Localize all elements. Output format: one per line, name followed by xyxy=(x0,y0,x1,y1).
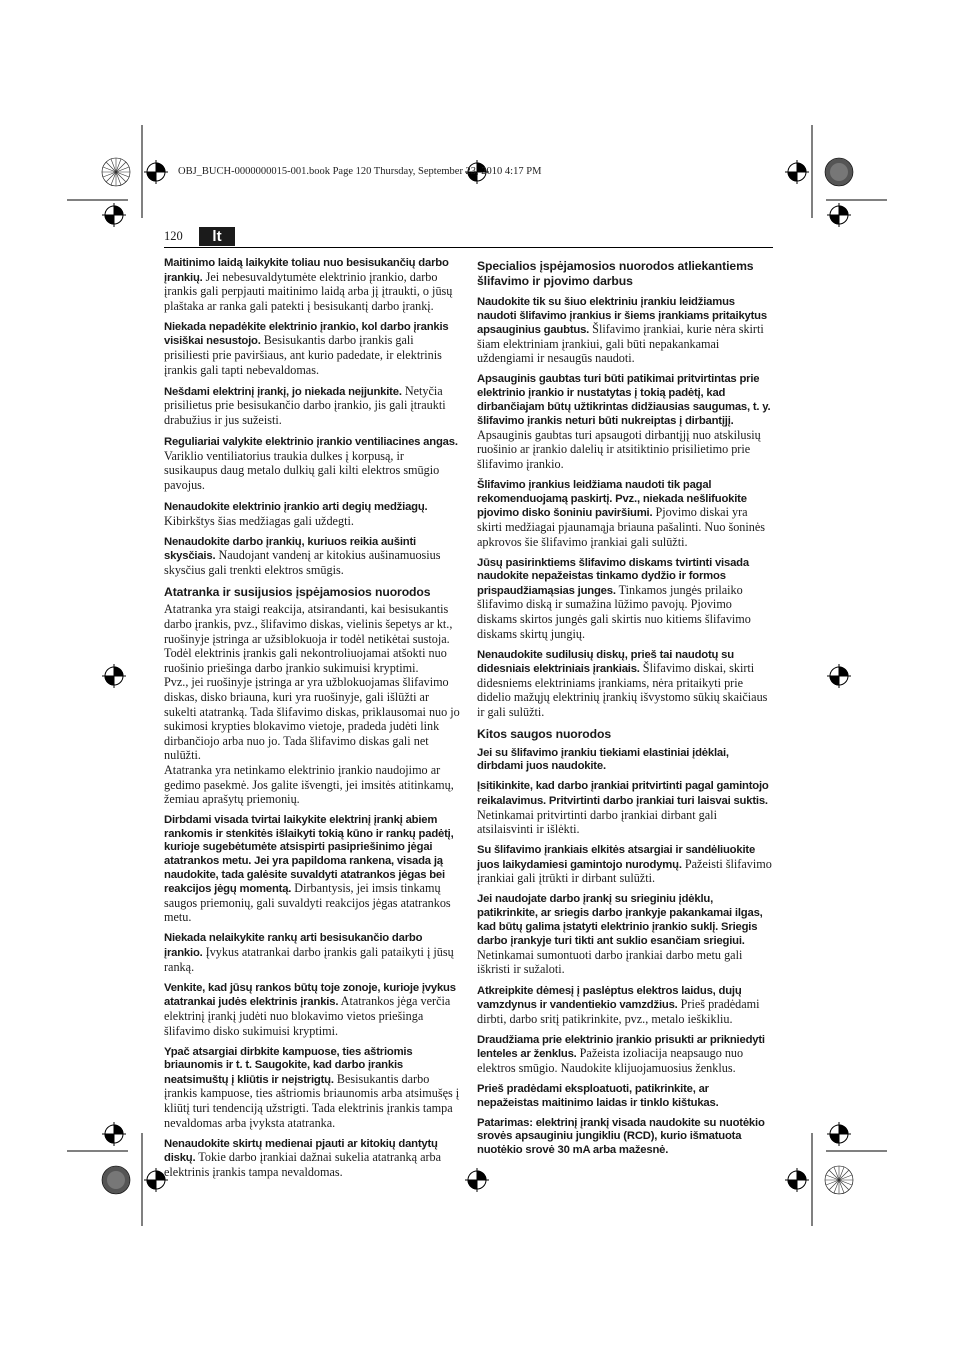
paragraph: Šlifavimo įrankius leidžiama naudoti tik pagal rekomenduojamą paskirtį. Pvz., niekada nešlifuokite pjovimo disko šoniniu paviršiumi. Pjovimo diskai yra skirti medžiagai pjaunamąja briauna pašalinti. Nuo šoninės apkrovos šie šlifavimo įrankiai gali sulūžti. xyxy=(477,479,766,549)
paragraph: Draudžiama prie elektrinio įrankio prisukti ar prikniedyti lenteles ar ženklus. Pažeista izoliacija neapsaugo nuo elektros smūgio. Naudokite klijuojamuosius ženklus. xyxy=(477,1033,765,1075)
language-tab: lt xyxy=(199,227,235,246)
paragraph: Ypač atsargiai dirbkite kampuose, ties aštriomis briaunomis ir t. t. Saugokite, kad darbo įrankis neatsimuštų į kliūtis ir neįstrigtų. Besisukantis darbo įrankis kampuose, ties aštriomis briaunomis arba atsimušęs į kliūtį turi tendenciją užstrigti. Tada elektrinis įrankis tampa nevaldomas arba įvyksta atatranka. xyxy=(164,1045,460,1130)
registration-mark-top-right xyxy=(785,160,809,184)
color-target-bottom-left xyxy=(102,1166,130,1194)
paragraph: Maitinimo laidą laikykite toliau nuo besisukančių darbo įrankių. Jei nebesuvaldytumėte elektrinio įrankio, darbo įrankis gali perpjauti maitinimo laidą arba jį įtraukti, o jūsų plaštaka ar ranka gali patekti į besisukantį darbo įrankį. xyxy=(164,257,453,313)
book-info-line: OBJ_BUCH-0000000015-001.book Page 120 Thursday, September 23, 2010 4:17 PM xyxy=(178,166,542,177)
color-target-top-left xyxy=(102,158,130,186)
left-column xyxy=(164,257,460,1187)
registration-mark-right-top xyxy=(827,203,851,227)
paragraph: Niekada nelaikykite rankų arti besisukančio darbo įrankio. Įvykus atatrankai darbo įrankis gali pataikyti į jūsų ranką. xyxy=(164,932,454,974)
paragraph: Jūsų pasirinktiems šlifavimo diskams tvirtinti visada naudokite nepažeistas tinkamo dydžio ir formos prispaudžiamąsias junges. Tinkamos jungės prilaiko šlifavimo diską ir sumažina lūžimo pavojų. Pjovimo diskams skirtos jungės gali skirtis nuo kitiems šlifavimo diskams skirtų jungių. xyxy=(477,556,751,641)
paragraph: Naudokite tik su šiuo elektriniu įrankiu leidžiamus naudoti šlifavimo įrankius ir šiems įrankiams pritaikytus apsauginius gaubtus. Šlifavimo įrankiai, kurie nėra skirti šiam elektriniam įrankiui, gali būti nepakankamai uždengiami ir nesaugūs naudoti. xyxy=(477,296,767,366)
paragraph: Įsitikinkite, kad darbo įrankiai pritvirtinti pagal gamintojo reikalavimus. Pritvirtinti darbo įrankiai turi laisvai suktis. Netinkamai pritvirtinti darbo įrankiai dirbant gali atsilaisvinti ir išlėkti. xyxy=(477,780,769,837)
registration-mark-left-mid xyxy=(102,664,126,688)
paragraph: Atatranka yra staigi reakcija, atsirandanti, kai besisukantis darbo įrankis, pvz., šlifavimo diskas, vielinis šepetys ar kt., ruošinyje įstringa ar užsiblokuoja ir todėl netikėtai sustoja. Todėl elektrinis įrankis gali nekontroliuojamai atšokti nuo ruošinio priešinga darbo įrankio sukimuisi kryptimi. xyxy=(164,602,453,675)
page-number: 120 xyxy=(164,229,183,243)
section-heading: Specialios įspėjamosios nuorodos atliekantiems šlifavimo ir pjovimo darbus xyxy=(477,259,754,288)
paragraph: Reguliariai valykite elektrinio įrankio ventiliacines angas. Variklio ventiliatorius traukia dulkes į korpusą, ir susikaupus daug metalo dulkių gali kilti elektros smūgio pavojus. xyxy=(164,436,458,492)
paragraph: Nenaudokite sudilusių diskų, prieš tai naudotų su didesniais elektriniais įrankiais. Šlifavimo diskai, skirti didesniems elektriniams įrankiams, nėra pritaikyti prie didelio mažųjų elektrinių įrankių išvystomo sūkių skaičiaus ir gali sulūžti. xyxy=(477,648,768,720)
registration-mark-bottom-right xyxy=(785,1168,809,1192)
paragraph: Nenaudokite elektrinio įrankio arti degių medžiagų. Kibirkštys šias medžiagas gali uždegti. xyxy=(164,500,428,528)
paragraph: Nenaudokite darbo įrankių, kuriuos reikia aušinti skysčiais. Naudojant vandenį ar kitokius aušinamuosius skysčius gali trenkti elektros smūgis. xyxy=(164,535,441,577)
header-rule xyxy=(164,247,773,248)
color-target-top-right xyxy=(825,158,853,186)
color-target-bottom-right xyxy=(825,1166,853,1194)
section-heading: Kitos saugos nuorodos xyxy=(477,727,611,742)
paragraph: Venkite, kad jūsų rankos būtų toje zonoje, kurioje įvykus atatrankai judės elektrinis įrankis. Atatrankos jėga verčia elektrinį įrankį judėti nuo blokavimo vietos priešinga šlifavimo disko sukimuisi kryptimi. xyxy=(164,981,456,1038)
registration-mark-left-bottom xyxy=(102,1122,126,1146)
registration-mark-left-top xyxy=(102,203,126,227)
paragraph: Niekada nepadėkite elektrinio įrankio, kol darbo įrankis visiškai nesustojo. Besisukantis darbo įrankis gali prisiliesti prie paviršiaus, ant kurio padedate, ir elektrinis įrankis gali tapti nebevaldomas. xyxy=(164,320,449,377)
paragraph: Apsauginis gaubtas turi būti patikimai pritvirtintas prie elektrinio įrankio ir nustatytas į tokią padėtį, kad dirbančiajam būtų užtikrintas didžiausias saugumas, t. y. šlifavimo įrankis neturi būti nukreiptas į dirbantįjį. Apsauginis gaubtas turi apsaugoti dirbantįjį nuo atskilusių ruošinio ar įrankio dalelių ir atsitiktinio prisilietimo prie šlifavimo įrankio. xyxy=(477,373,771,472)
paragraph: Patarimas: elektrinį įrankį visada naudokite su nuotėkio srovės apsauginiu jungikliu (RCD), kurio išmatuota nuotėkio srovė 30 mA arba mažesnė. xyxy=(477,1116,765,1156)
paragraph: Prieš pradėdami eksploatuoti, patikrinkite, ar nepažeistas maitinimo laidas ir tinklo kištukas. xyxy=(477,1083,719,1109)
paragraph: Jei naudojate darbo įrankį su srieginiu įdėklu, patikrinkite, ar sriegis darbo įrankyje pakankamai ilgas, kad būtų galima įstatyti elektrinio įrankio suklį. Sriegis darbo įrankyje turi tikti ant suklio esančiam sriegiui. Netinkamai sumontuoti darbo įrankiai darbo metu gali iškristi ir sužaloti. xyxy=(477,893,763,977)
registration-mark-top-left xyxy=(144,160,168,184)
paragraph: Dirbdami visada tvirtai laikykite elektrinį įrankį abiem rankomis ir stenkitės išlaikyti tokią kūno ir rankų padėtį, kurioje sugebėtumėte atsispirti pasipriešinimo jėgai atatrankos metu. Jei yra papildoma rankena, visada ją naudokite, tada galėsite suvaldyti atatrankos jėgas bei reakcijos jėgų momentą. Dirbantysis, jei imsis tinkamų saugos priemonių, gali suvaldyti reakcijos jėgas atatrankos metu. xyxy=(164,814,454,925)
registration-mark-right-bottom xyxy=(827,1122,851,1146)
registration-mark-bottom-mid xyxy=(465,1168,489,1192)
section-heading: Atatranka ir susijusios įspėjamosios nuorodos xyxy=(164,584,431,599)
right-column xyxy=(477,257,773,1164)
paragraph: Nenaudokite skirtų medienai pjauti ar kitokių dantytų diskų. Tokie darbo įrankiai dažnai sukelia atatranką arba elektrinis įrankis tampa nevaldomas. xyxy=(164,1137,442,1179)
paragraph: Nešdami elektrinį įrankį, jo niekada neįjunkite. Netyčia prisilietus prie besisukančio darbo įrankio, jis gali įtraukti drabužius ir jus sužeisti. xyxy=(164,383,446,427)
paragraph: Su šlifavimo įrankiais elkitės atsargiai ir sandėliuokite juos laikydamiesi gamintojo nurodymų. Pažeisti šlifavimo įrankiai gali įtrūkti ir dirbant sulūžti. xyxy=(477,844,772,886)
registration-mark-right-mid xyxy=(827,664,851,688)
paragraph: Pvz., jei ruošinyje įstringa ar yra užblokuojamas šlifavimo diskas, disko briauna, kuri yra ruošinyje, gali išlūžti ar sukelti atatranką. Tada šlifavimo diskas, priklausomai nuo jo sukimosi krypties blokavimo vietoje, pradeda judėti link dirbančiojo arba nuo jo. Tada šlifavimo diskas gali net nulūžti. xyxy=(164,675,460,763)
paragraph: Atkreipkite dėmesį į paslėptus elektros laidus, dujų vamzdynus ir vandentiekio vamzdžius. Prieš pradėdami dirbti, darbo sritį patikrinkite, pvz., metalo ieškikliu. xyxy=(477,984,760,1026)
paragraph: Atatranka yra netinkamo elektrinio įrankio naudojimo ar gedimo pasekmė. Jos galite išvengti, jei imsitės atitinkamų, žemiau aprašytų priemonių. xyxy=(164,762,454,807)
paragraph: Jei su šlifavimo įrankiu tiekiami elastiniai įdėklai, dirbdami juos naudokite. xyxy=(477,746,729,773)
